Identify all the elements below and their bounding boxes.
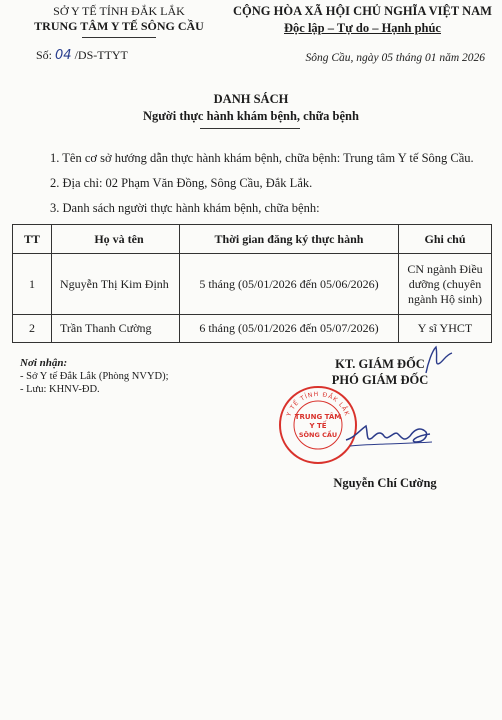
- agency-name: TRUNG TÂM Y TẾ SÔNG CẦU: [34, 19, 204, 33]
- seal-text-2: Y TẾ: [309, 422, 327, 430]
- cell-note: Y sĩ YHCT: [399, 315, 492, 343]
- cell-time: 6 tháng (05/01/2026 đến 05/07/2026): [180, 315, 399, 343]
- national-motto: [225, 21, 500, 36]
- cell-tt: 2: [13, 315, 52, 343]
- subtitle-divider: [200, 128, 300, 129]
- table-header-row: [13, 225, 492, 254]
- signer-name: Nguyễn Chí Cường: [333, 476, 437, 490]
- cell-time: 5 tháng (05/01/2026 đến 05/06/2026): [180, 254, 399, 315]
- col-header-tt: TT: [13, 225, 52, 254]
- col-header-note: Ghi chú: [399, 225, 492, 254]
- seal-text-3: SÔNG CẦU: [298, 431, 338, 439]
- doc-number-prefix: Số:: [36, 48, 53, 62]
- doc-number-suffix: /DS-TTYT: [74, 48, 128, 62]
- item-list-intro: 3. Danh sách người thực hành khám bệnh, chữa bệnh:: [50, 201, 320, 215]
- practitioner-table: [12, 224, 492, 343]
- agency-parent: SỞ Y TẾ TỈNH ĐẮK LẮK: [53, 4, 185, 18]
- col-header-name: Họ và tên: [52, 225, 180, 254]
- header-divider-left: [82, 37, 156, 38]
- seal-ring-text: Y TẾ TỈNH ĐẮK LẮK: [285, 390, 351, 418]
- country-name: CỘNG HÒA XÃ HỘI CHỦ NGHĨA VIỆT NAM: [233, 4, 492, 18]
- table-row: [13, 315, 492, 343]
- cell-name: Trần Thanh Cường: [52, 315, 180, 343]
- cell-note: CN ngành Điều dưỡng (chuyên ngành Hộ sinh): [399, 254, 492, 315]
- document-number: [36, 48, 128, 63]
- item-facility: 1. Tên cơ sở hướng dẫn thực hành khám bệnh, chữa bệnh: Trung tâm Y tế Sông Cầu.: [50, 151, 474, 165]
- recipient-line: - Lưu: KHNV-ĐD.: [20, 384, 100, 395]
- recipient-line: - Sở Y tế Đắk Lắk (Phòng NVYD);: [20, 371, 169, 382]
- motto-text: Độc lập – Tự do – Hạnh phúc: [284, 21, 441, 35]
- signature-title-line2: PHÓ GIÁM ĐỐC: [331, 373, 429, 387]
- recipients-title: Nơi nhận:: [20, 357, 68, 369]
- initial-scribble-icon: [418, 343, 458, 379]
- cell-name: Nguyễn Thị Kim Định: [52, 254, 180, 315]
- item-address: 2. Địa chỉ: 02 Phạm Văn Đồng, Sông Cầu, Đắk Lắk.: [50, 176, 313, 190]
- col-header-time: Thời gian đăng ký thực hành: [180, 225, 399, 254]
- document-subtitle: Người thực hành khám bệnh, chữa bệnh: [143, 109, 359, 123]
- signature-title-line1: KT. GIÁM ĐỐC: [335, 357, 425, 371]
- table-row: [13, 254, 492, 315]
- document-title: DANH SÁCH: [213, 92, 289, 106]
- doc-number-value: 04: [55, 48, 72, 63]
- cell-tt: 1: [13, 254, 52, 315]
- date-line: Sông Cầu, ngày 05 tháng 01 năm 2026: [305, 52, 485, 64]
- seal-text-1: TRUNG TÂM: [294, 413, 342, 421]
- handwritten-signature-icon: [340, 408, 440, 458]
